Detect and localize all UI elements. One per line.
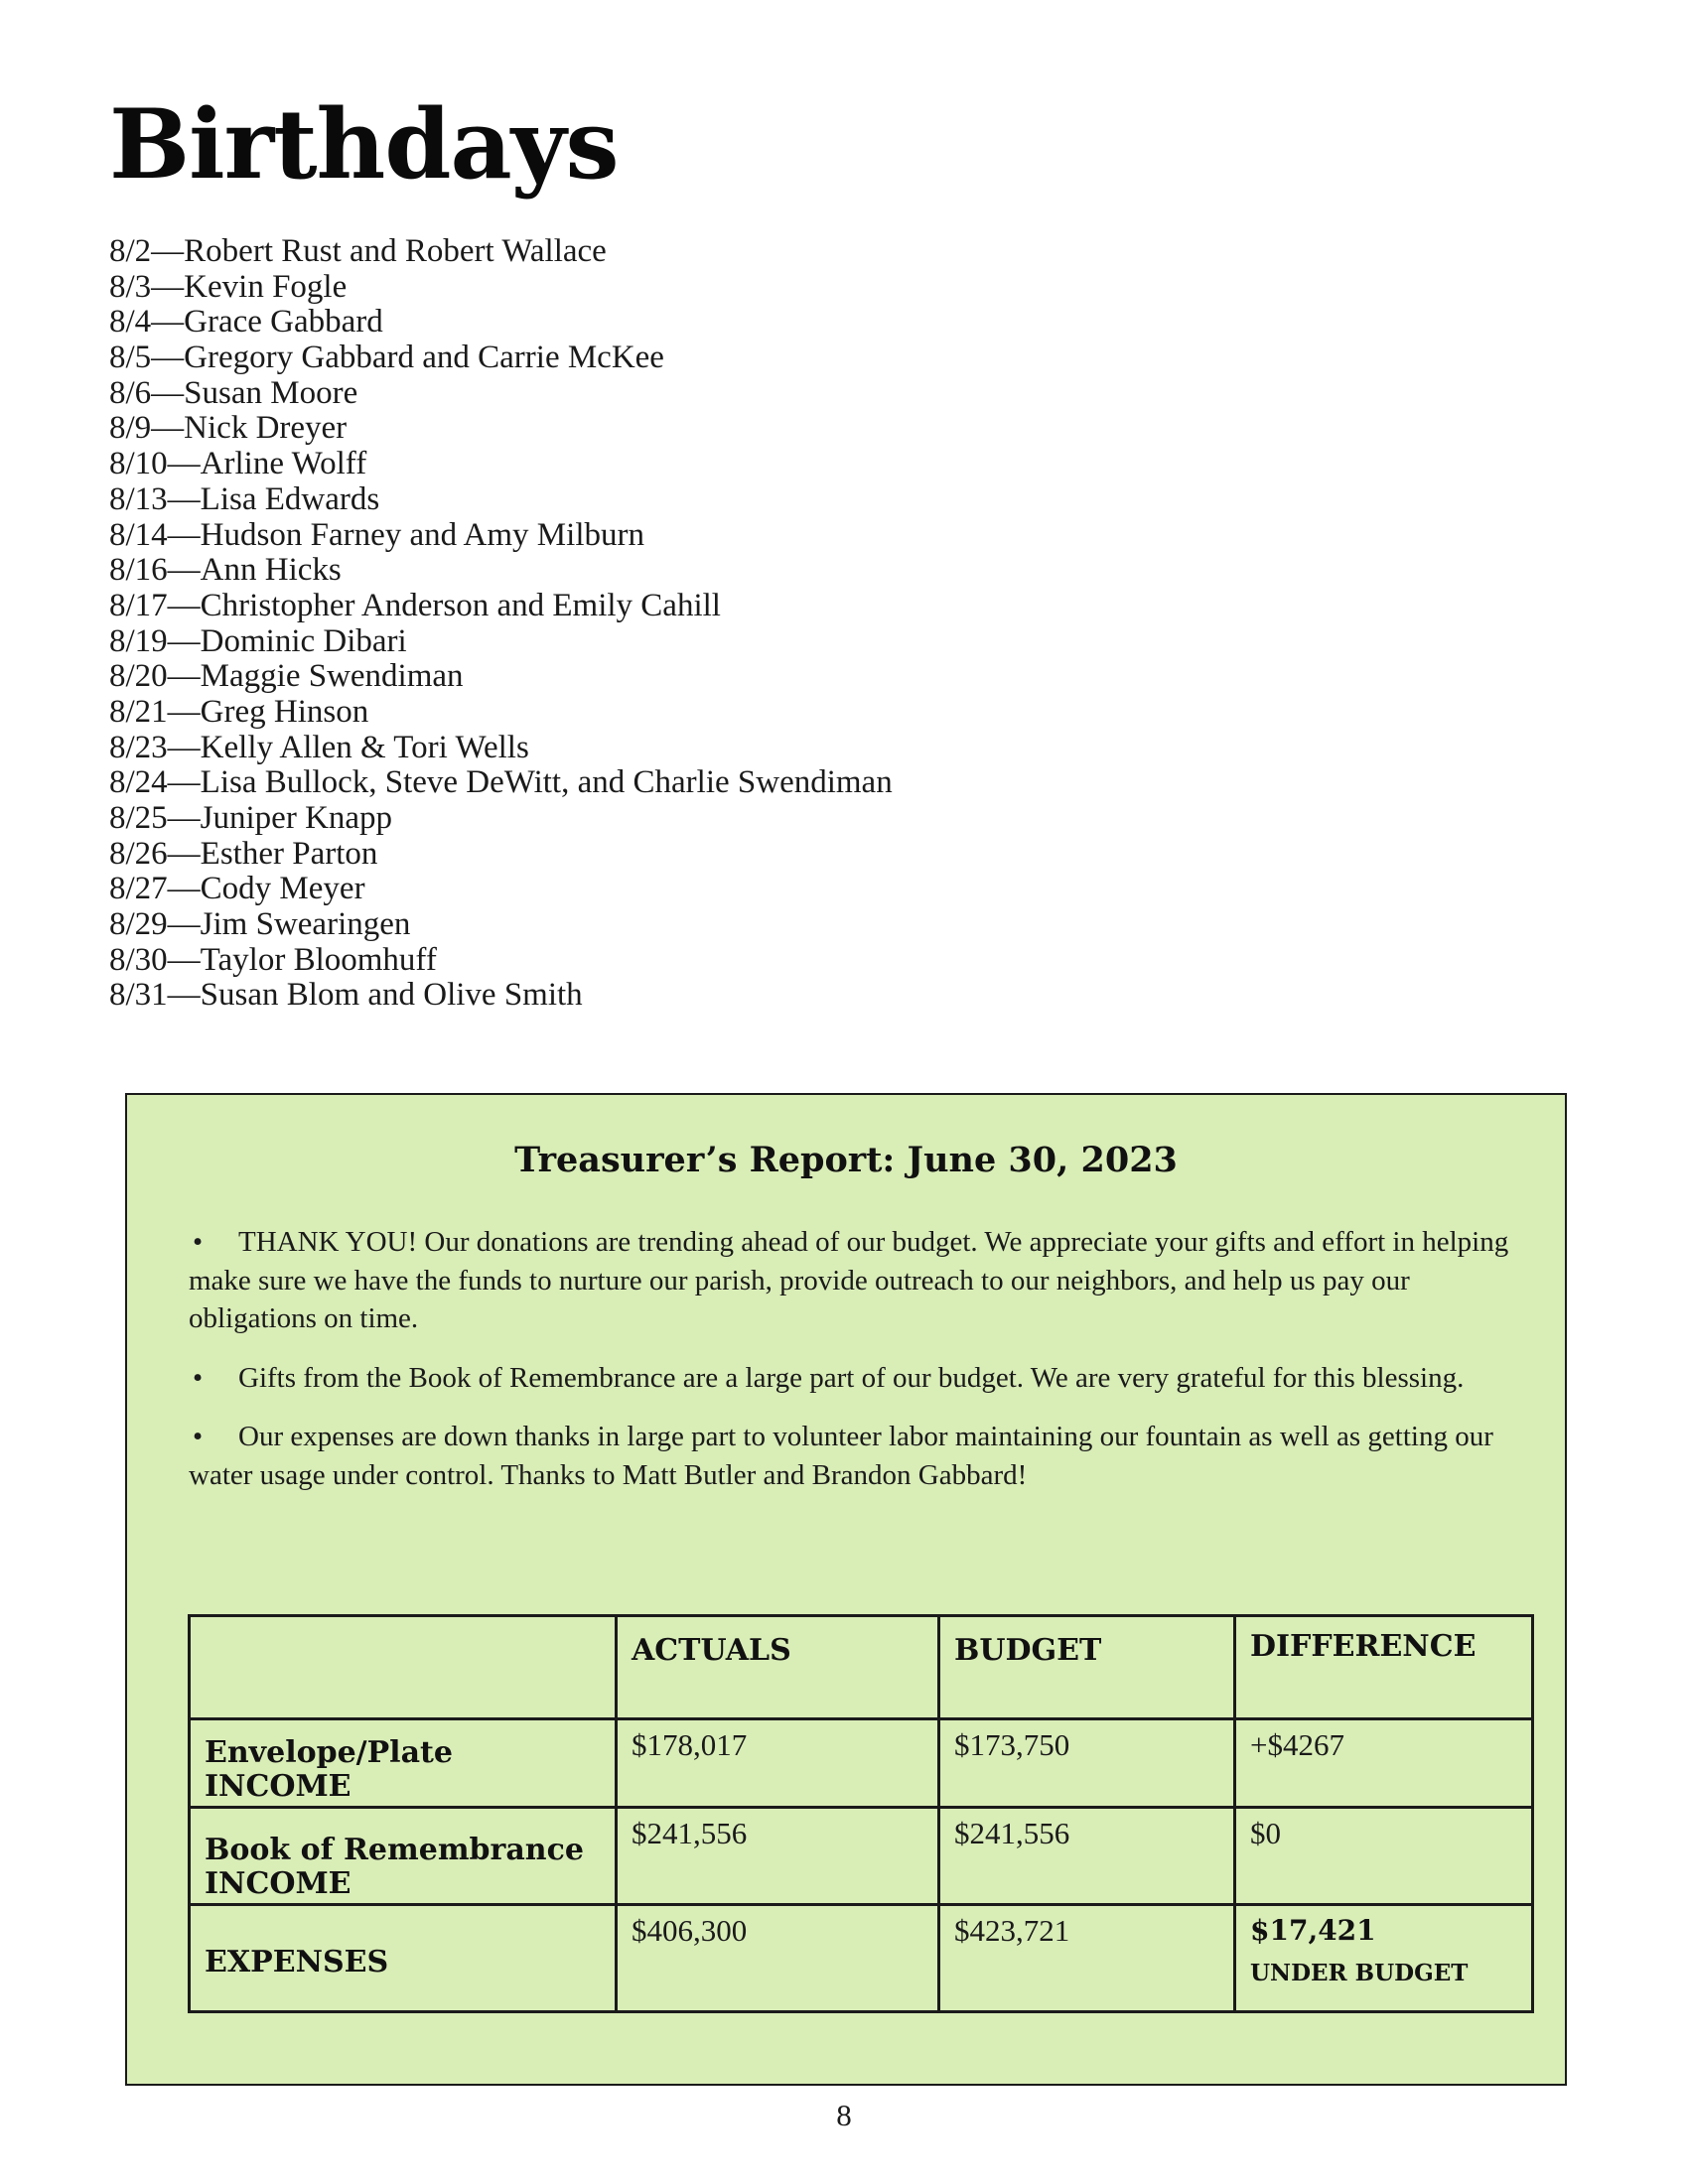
table-row — [190, 1905, 1533, 2012]
birthday-item: 8/10—Arline Wolff — [109, 446, 367, 482]
row-label-line: INCOME — [205, 1866, 352, 1901]
birthday-item: 8/14—Hudson Farney and Amy Milburn — [109, 516, 644, 553]
table-row — [190, 1808, 1533, 1905]
birthday-item: 8/31—Susan Blom and Olive Smith — [109, 977, 583, 1014]
cell-difference: +$4267 — [1235, 1719, 1533, 1808]
cell-budget: $241,556 — [939, 1808, 1235, 1905]
birthday-item: 8/23—Kelly Allen & Tori Wells — [109, 729, 529, 765]
birthday-item: 8/9—Nick Dreyer — [109, 410, 348, 447]
report-bullet-text: THANK YOU! Our donations are trending ahead of our budget. We appreciate your gifts and effort in helping make sure we have the funds to nurture our parish, provide outreach to our neighbors, and help us pay our obligations on time. — [189, 1226, 1509, 1334]
birthday-item: 8/3—Kevin Fogle — [109, 268, 348, 305]
cell-actuals: $178,017 — [617, 1719, 939, 1808]
row-label-line: Envelope/Plate — [205, 1735, 453, 1770]
cell-actuals: $241,556 — [617, 1808, 939, 1905]
cell-budget: $173,750 — [939, 1719, 1235, 1808]
cell-difference — [1235, 1905, 1533, 2012]
birthday-item: 8/27—Cody Meyer — [109, 871, 365, 907]
row-label-line: INCOME — [205, 1769, 352, 1804]
report-title: Treasurer’s Report: June 30, 2023 — [514, 1140, 1178, 1180]
row-label-book-of-remembrance — [190, 1808, 617, 1905]
page-number: 8 — [836, 2098, 852, 2132]
cell-budget: $423,721 — [939, 1905, 1235, 2012]
birthday-item: 8/21—Greg Hinson — [109, 693, 369, 730]
birthday-item: 8/5—Gregory Gabbard and Carrie McKee — [109, 340, 664, 376]
table-row — [190, 1719, 1533, 1808]
birthday-item: 8/16—Ann Hicks — [109, 552, 342, 589]
financial-table — [188, 1614, 1534, 2013]
cell-actuals: $406,300 — [617, 1905, 939, 2012]
report-bullet — [189, 1418, 1509, 1494]
birthday-item: 8/6—Susan Moore — [109, 374, 358, 411]
row-label-envelope-plate — [190, 1719, 617, 1808]
table-header-empty — [190, 1616, 617, 1719]
table-header-budget: BUDGET — [939, 1616, 1235, 1719]
row-label-line: Book of Remembrance — [205, 1833, 584, 1867]
page-title: Birthdays — [109, 88, 619, 201]
birthday-item: 8/25—Juniper Knapp — [109, 800, 393, 836]
table-header-difference: DIFFERENCE — [1235, 1616, 1533, 1719]
report-bullet — [189, 1223, 1509, 1338]
under-budget-label: UNDER BUDGET — [1250, 1960, 1469, 1986]
birthday-list — [109, 234, 893, 1014]
birthday-item: 8/20—Maggie Swendiman — [109, 658, 464, 695]
birthday-item: 8/19—Dominic Dibari — [109, 622, 407, 659]
bullet-icon: • — [193, 1226, 204, 1258]
birthday-item: 8/2—Robert Rust and Robert Wallace — [109, 233, 607, 269]
birthday-item: 8/30—Taylor Bloomhuff — [109, 941, 437, 978]
birthday-item: 8/24—Lisa Bullock, Steve DeWitt, and Charlie Swendiman — [109, 764, 893, 801]
bullet-icon: • — [193, 1361, 204, 1394]
report-bullet — [189, 1359, 1509, 1398]
table-header-row — [190, 1616, 1533, 1719]
report-bullet-text: Our expenses are down thanks in large part to volunteer labor maintaining our fountain as well as getting our water usage under control. Thanks to Matt Butler and Brandon Gabbard! — [189, 1421, 1493, 1491]
birthday-item: 8/17—Christopher Anderson and Emily Cahill — [109, 587, 721, 623]
birthday-item: 8/13—Lisa Edwards — [109, 480, 380, 517]
cell-difference: $0 — [1235, 1808, 1533, 1905]
difference-value: $17,421 — [1250, 1914, 1376, 1947]
birthday-item: 8/26—Esther Parton — [109, 835, 378, 872]
report-bullet-list — [189, 1223, 1509, 1515]
birthday-item: 8/4—Grace Gabbard — [109, 304, 383, 341]
treasurers-report-box — [125, 1093, 1567, 2086]
report-bullet-text: Gifts from the Book of Remembrance are a large part of our budget. We are very grateful for this blessing. — [238, 1361, 1465, 1394]
bullet-icon: • — [193, 1421, 204, 1452]
row-label-expenses: EXPENSES — [190, 1905, 617, 2012]
table-header-actuals: ACTUALS — [617, 1616, 939, 1719]
birthday-item: 8/29—Jim Swearingen — [109, 906, 411, 943]
